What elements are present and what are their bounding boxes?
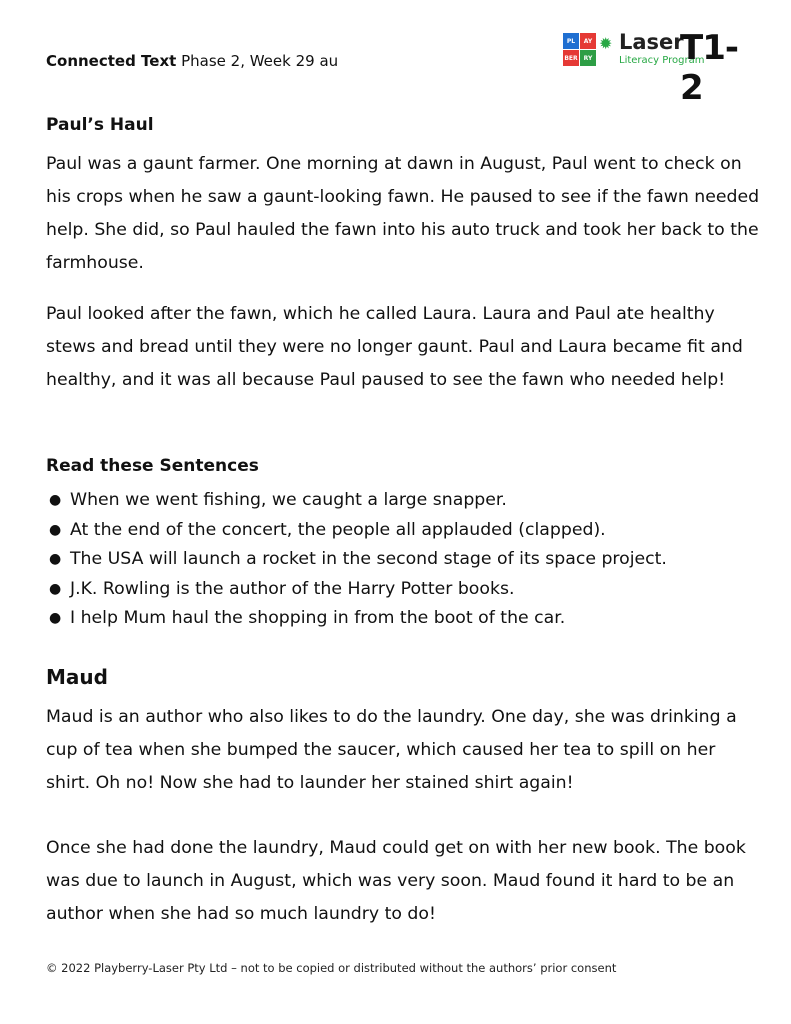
sentences-list [46, 486, 761, 634]
list-item [46, 545, 761, 575]
story1-title: Paul’s Haul [46, 115, 154, 135]
playberry-blocks-icon [563, 33, 597, 67]
bullet-icon: ● [49, 492, 62, 508]
bullet-icon: ● [49, 551, 62, 567]
bullet-icon: ● [49, 580, 62, 597]
sentence-text: At the end of the concert, the people all applauded (clapped). [70, 519, 606, 540]
header-label: Connected Text [46, 52, 177, 70]
story1-paragraph: Paul was a gaunt farmer. One morning at dawn in August, Paul went to check on his crops when he saw a gaunt-looking fawn. He paused to see if the fawn needed help. She did, so Paul hauled the fawn into his auto truck and took her back to the farmhouse. [46, 154, 760, 273]
header-phase-week: Phase 2, Week 29 au [181, 52, 339, 70]
list-item [46, 486, 761, 516]
logo-block: BER [563, 50, 579, 66]
logo-level: T1-2 [680, 28, 738, 108]
story2-paragraph: Once she had done the laundry, Maud could get on with her new book. The book was due to launch in August, which was very soon. Maud found it hard to be an author when she had so much laundry to do! [46, 838, 746, 924]
sentence-text: I help Mum haul the shopping in from the boot of the car. [70, 608, 566, 628]
laser-logo [563, 28, 753, 108]
sentence-text: The USA will launch a rocket in the second stage of its space project. [70, 549, 667, 569]
bullet-icon: ● [49, 521, 62, 538]
logo-block: PL [563, 33, 579, 49]
sentence-text: J.K. Rowling is the author of the Harry Potter books. [70, 578, 515, 599]
list-item [46, 604, 761, 634]
logo-name: Laser [619, 30, 684, 54]
list-item [46, 516, 761, 546]
list-item [46, 575, 761, 605]
logo-subtitle: Literacy Program [619, 55, 705, 66]
page-header [46, 52, 338, 70]
story2-title: Maud [46, 665, 108, 689]
bullet-icon: ● [49, 610, 62, 626]
laser-burst-icon: ✹ [599, 34, 613, 53]
story2-paragraph: Maud is an author who also likes to do the laundry. One day, she was drinking a cup of tea when she bumped the saucer, which caused her tea to spill on her shirt. Oh no! Now she had to launder her stained shirt again! [46, 707, 737, 793]
copyright-footer: © 2022 Playberry-Laser Pty Ltd – not to be copied or distributed without the authors’ prior consent [46, 961, 617, 975]
story1-paragraph: Paul looked after the fawn, which he called Laura. Laura and Paul ate healthy stews and bread until they were no longer gaunt. Paul and Laura became fit and healthy, and it was all because Paul paused to see the fawn who needed help! [46, 304, 743, 390]
sentence-text: When we went fishing, we caught a large snapper. [70, 490, 507, 510]
sentences-title: Read these Sentences [46, 456, 259, 476]
logo-block: AY [580, 33, 596, 49]
logo-block: RY [580, 50, 596, 66]
